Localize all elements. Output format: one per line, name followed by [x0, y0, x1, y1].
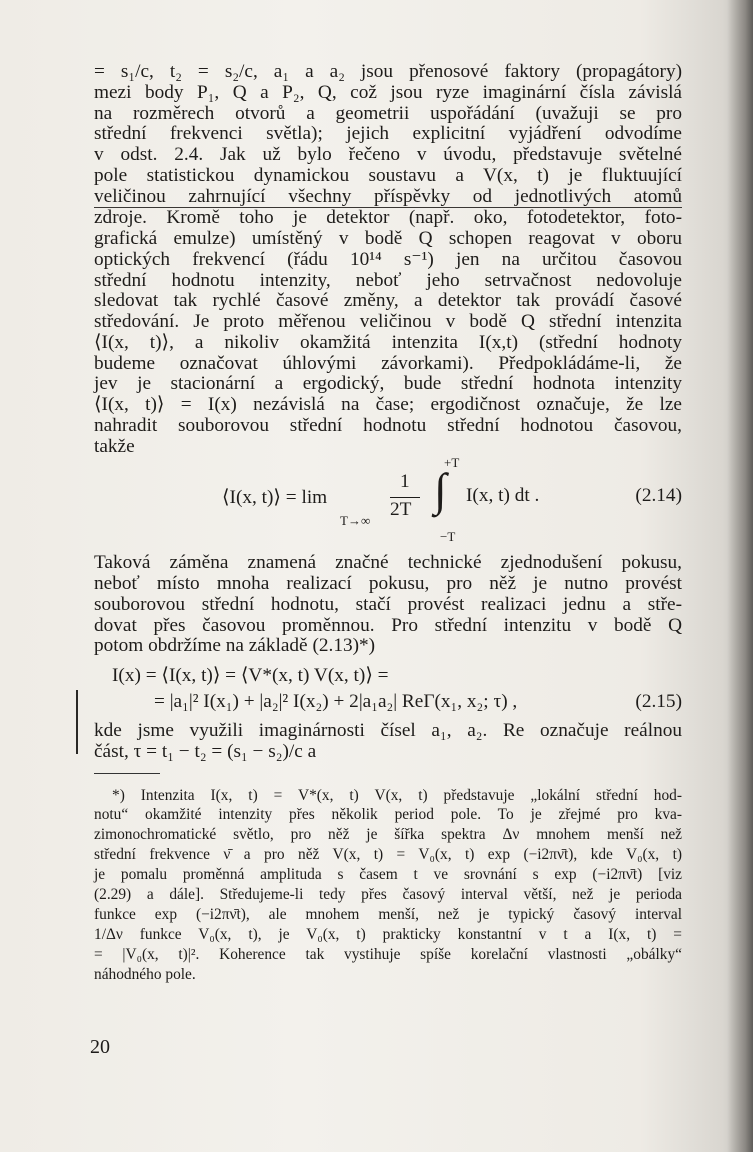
text-line: potom obdržíme na základě (2.13)*) — [94, 635, 376, 657]
text-line: Taková záměna znamená značné technické zjednodušení pokusu, — [94, 552, 682, 574]
equation-2-15 — [94, 657, 682, 721]
text-line: mezi body P₁, Q a P₂, Q, což jsou ryze imaginární čísla závislá — [94, 81, 682, 103]
footnote-line: 1/Δν funkce V₀(x, t), je V₀(x, t) prakticky konstantní v t a I(x, t) = — [94, 925, 682, 943]
text-line: v odst. 2.4. Jak už bylo řečeno v úvodu, představuje světelné — [94, 144, 682, 165]
text-line: veličinou zahrnující všechny příspěvky od jednotlivých atomů — [94, 185, 682, 207]
text-line: kde jsme využili imaginárnosti čísel a₁, a₂. Re označuje reálnou — [94, 720, 682, 741]
text-line: na rozměrech otvorů a geometrii uspořádání (uvažuji se pro — [94, 102, 682, 124]
text-line: jev je stacionární a ergodický, bude střední hodnota intenzity — [94, 373, 682, 395]
text-line: dovat přes časovou proměnnou. Pro střední intenzitu v bodě Q — [94, 614, 682, 636]
paragraph-1 — [94, 62, 682, 457]
text-line: střední frekvenci světla); jejich explicitní vyjádření odvodíme — [94, 123, 682, 145]
binding-shadow — [727, 0, 753, 1152]
eq-upper-limit: +T — [444, 455, 460, 471]
margin-mark — [76, 690, 78, 754]
footnote-rule — [94, 773, 160, 774]
footnote-line: *) Intenzita I(x, t) = V*(x, t) V(x, t) představuje „lokální střední hod- — [112, 786, 682, 804]
text-line: = s₁/c, t₂ = s₂/c, a₁ a a₂ jsou přenosové faktory (propagátory) — [94, 61, 682, 82]
paragraph-2 — [94, 553, 682, 657]
text-line: zdroje. Kromě toho je detektor (např. oko, fotodetektor, foto- — [94, 207, 682, 229]
text-line: takže — [94, 435, 135, 457]
text-line: sledovat tak rychlé časové změny, a detektor tak provádí časové — [94, 290, 682, 312]
text-line: souborovou střední hodnotu, stačí provést realizaci jednu a stře- — [94, 593, 682, 615]
footnote-line: = |V₀(x, t)|². Koherence tak vystihuje spíše korelační vlastnosti „obálky“ — [94, 945, 682, 963]
footnote-line: střední frekvence ν̄ a pro něž V(x, t) = V₀(x, t) exp (−i2πν̄t), kde V₀(x, t) — [94, 846, 682, 864]
eq-line-1: I(x) = ⟨I(x, t)⟩ = ⟨V*(x, t) V(x, t)⟩ = — [112, 665, 389, 686]
text-line: budeme označovat úhlovými závorkami). Předpokládáme-li, že — [94, 352, 682, 374]
eq-frac-denominator: 2T — [390, 499, 412, 521]
footnote-line: funkce exp (−i2πν̄t), ale mnohem menší, než je typický časový interval — [94, 905, 682, 923]
footnote-line: je pomalu proměnná amplituda s časem t ve srovnání s exp (−i2πν̄t) [viz — [94, 866, 682, 884]
text-line: ⟨I(x, t)⟩, a nikoliv okamžitá intenzita I(x,t) (střední hodnoty — [94, 331, 682, 353]
text-line: středování. Je proto měřenou veličinou v bodě Q střední intenzita — [94, 311, 682, 332]
footnote-line: (2.29) a dále]. Středujeme-li tedy přes časový interval větší, než je perioda — [94, 885, 682, 903]
footnote — [94, 786, 682, 985]
footnote-line: notu“ okamžité intenzity přes několik period pole. To je zřejmé pro kva- — [94, 806, 682, 824]
page-number: 20 — [90, 1036, 110, 1058]
text-line: neboť místo mnoha realizací pokusu, pro něž je nutno provést — [94, 573, 682, 594]
text-line: grafická emulze) umístěný v bodě Q schopen reagovat v oboru — [94, 228, 682, 249]
paragraph-3 — [94, 721, 682, 763]
footnote-line: zimonochromatické světlo, pro něž je šířka spektra Δν mnohem menší než — [94, 826, 682, 844]
eq-integrand: I(x, t) dt . — [466, 485, 540, 507]
equation-2-14 — [94, 457, 682, 553]
eq-lim-subscript: T→∞ — [340, 513, 371, 529]
fraction-bar — [390, 497, 420, 498]
eq-lower-limit: −T — [440, 529, 456, 545]
text-line: střední hodnotu intenzity, neboť jeho setrvačnost nedovoluje — [94, 269, 682, 291]
eq-lhs: ⟨I(x, t)⟩ = lim — [222, 487, 328, 509]
text-line: část, τ = t₁ − t₂ = (s₁ − s₂)/c a — [94, 740, 317, 762]
text-column — [94, 62, 682, 984]
equation-number: (2.14) — [635, 485, 682, 507]
text-line: pole statistickou dynamickou soustavu a V(x, t) je fluktuující — [94, 164, 682, 186]
text-line: ⟨I(x, t)⟩ = I(x) nezávislá na čase; ergodičnost označuje, že lze — [94, 394, 682, 415]
footnote-line: náhodného pole. — [94, 965, 196, 983]
equation-number: (2.15) — [635, 691, 682, 712]
eq-frac-numerator: 1 — [400, 471, 410, 493]
integral-sign: ∫ — [434, 464, 447, 516]
text-line: optických frekvencí (řádu 10¹⁴ s⁻¹) jen na určitou časovou — [94, 248, 682, 270]
eq-line-2: = |a₁|² I(x₁) + |a₂|² I(x₂) + 2|a₁a₂| ReΓ(x₁, x₂; τ) , — [154, 691, 518, 712]
text-line: nahradit souborovou střední hodnotu střední hodnotou časovou, — [94, 414, 682, 436]
